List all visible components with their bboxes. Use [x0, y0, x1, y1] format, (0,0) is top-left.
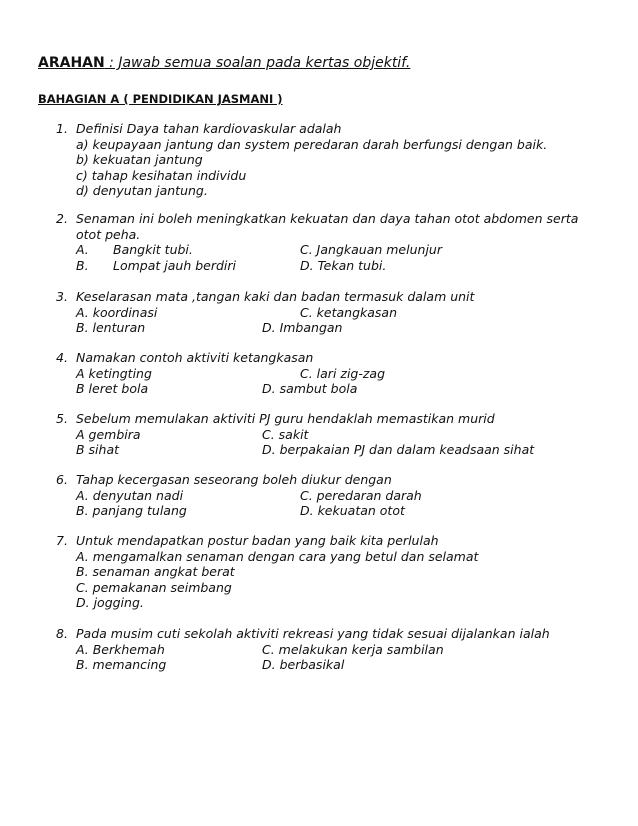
option-a: A gembira: [76, 427, 141, 442]
option-a-key: A.: [76, 242, 89, 257]
question-number: 4.: [56, 350, 68, 365]
question-stem: Pada musim cuti sekolah aktiviti rekreasi yang tidak sesuai dijalankan ialah: [76, 626, 550, 641]
question-number: 1.: [56, 121, 68, 136]
option-c: c) tahap kesihatan individu: [76, 168, 247, 183]
option-d: D. Imbangan: [262, 320, 343, 335]
option-a: A. denyutan nadi: [76, 488, 184, 503]
option-c: C. ketangkasan: [300, 305, 398, 320]
question-stem-cont: otot peha.: [76, 227, 141, 242]
option-c: C. pemakanan seimbang: [76, 580, 232, 595]
option-b: B. panjang tulang: [76, 503, 187, 518]
question-stem: Namakan contoh aktiviti ketangkasan: [76, 350, 314, 365]
option-c: C. sakit: [262, 427, 309, 442]
option-b-key: B.: [76, 258, 89, 273]
option-d: D. kekuatan otot: [300, 503, 405, 518]
section-title: BAHAGIAN A ( PENDIDIKAN JASMANI ): [38, 92, 283, 106]
option-a: A. Berkhemah: [76, 642, 165, 657]
option-b: Lompat jauh berdiri: [113, 258, 236, 273]
question-number: 7.: [56, 533, 68, 548]
instruction-line: [38, 55, 410, 71]
option-c: C. lari zig-zag: [300, 366, 386, 381]
question-stem: Untuk mendapatkan postur badan yang baik kita perlulah: [76, 533, 439, 548]
question-stem: Senaman ini boleh meningkatkan kekuatan dan daya tahan otot abdomen serta: [76, 211, 579, 226]
option-d: D. berpakaian PJ dan dalam keadsaan sihat: [262, 442, 535, 457]
question-stem: Sebelum memulakan aktiviti PJ guru hendaklah memastikan murid: [76, 411, 495, 426]
question-number: 3.: [56, 289, 68, 304]
option-a: a) keupayaan jantung dan system peredaran darah berfungsi dengan baik.: [76, 137, 548, 152]
question-number: 2.: [56, 211, 68, 226]
question-number: 5.: [56, 411, 68, 426]
question-number: 8.: [56, 626, 68, 641]
question-stem: Definisi Daya tahan kardiovaskular adalah: [76, 121, 342, 136]
option-a: Bangkit tubi.: [113, 242, 193, 257]
question-stem: Tahap kecergasan seseorang boleh diukur dengan: [76, 472, 392, 487]
option-d: d) denyutan jantung.: [76, 183, 208, 198]
option-b: b) kekuatan jantung: [76, 152, 203, 167]
question-number: 6.: [56, 472, 68, 487]
option-c: C. Jangkauan melunjur: [300, 242, 442, 257]
instruction-heading: ARAHAN: [38, 55, 105, 71]
option-d: D. Tekan tubi.: [300, 258, 387, 273]
option-a: A ketingting: [76, 366, 152, 381]
option-b: B. senaman angkat berat: [76, 564, 235, 579]
instruction-text: : Jawab semua soalan pada kertas objektif.: [104, 55, 411, 71]
question-stem: Keselarasan mata ,tangan kaki dan badan termasuk dalam unit: [76, 289, 475, 304]
option-b: B. memancing: [76, 657, 167, 672]
option-d: D. jogging.: [76, 595, 144, 610]
option-b: B leret bola: [76, 381, 149, 396]
option-a: A. mengamalkan senaman dengan cara yang betul dan selamat: [76, 549, 479, 564]
option-b: B sihat: [76, 442, 120, 457]
option-a: A. koordinasi: [76, 305, 158, 320]
option-d: D. berbasikal: [262, 657, 345, 672]
option-c: C. melakukan kerja sambilan: [262, 642, 444, 657]
option-d: D. sambut bola: [262, 381, 358, 396]
option-b: B. lenturan: [76, 320, 146, 335]
option-c: C. peredaran darah: [300, 488, 422, 503]
